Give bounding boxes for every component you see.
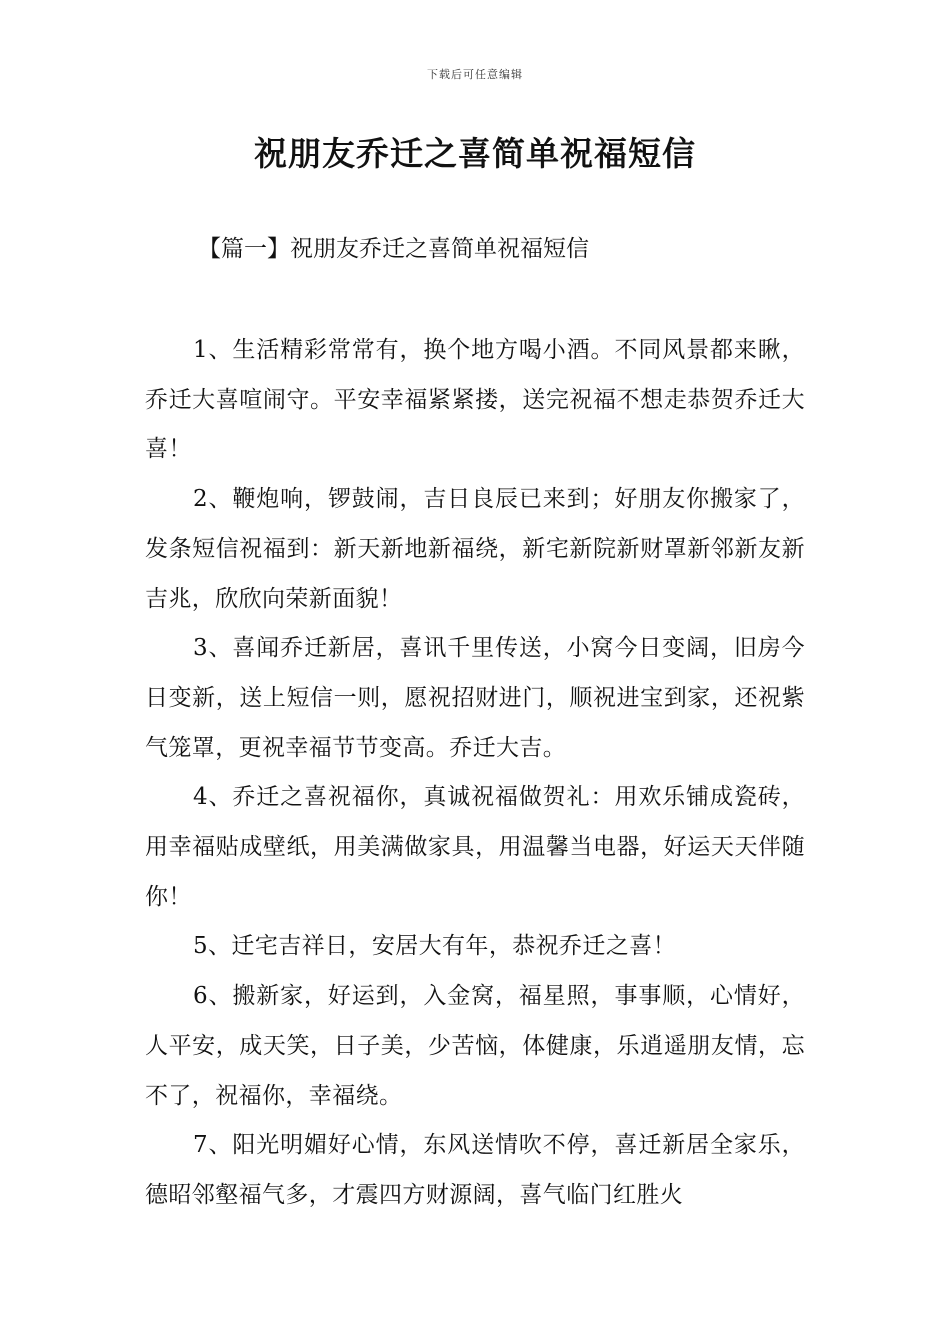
paragraph-2: 2、鞭炮响，锣鼓闹，吉日良辰已来到；好朋友你搬家了，发条短信祝福到：新天新地新福绕，新宅新院新财罩新邻新友新吉兆，欣欣向荣新面貌！ bbox=[145, 486, 805, 612]
header-note: 下载后可任意编辑 bbox=[427, 68, 523, 81]
paragraph-4: 4、乔迁之喜祝福你，真诚祝福做贺礼：用欢乐铺成瓷砖，用幸福贴成壁纸，用美满做家具，用温馨当电器，好运天天伴随你！ bbox=[145, 784, 805, 910]
body-text bbox=[145, 326, 805, 1221]
paragraph-7: 7、阳光明媚好心情，东风送情吹不停，喜迁新居全家乐，德昭邻壑福气多，才震四方财源阔，喜气临门红胜火 bbox=[145, 1132, 805, 1208]
paragraph-3: 3、喜闻乔迁新居，喜讯千里传送，小窝今日变阔，旧房今日变新，送上短信一则，愿祝招财进门，顺祝进宝到家，还祝紫气笼罩，更祝幸福节节变高。乔迁大吉。 bbox=[145, 635, 805, 761]
paragraph-5: 5、迁宅吉祥日，安居大有年，恭祝乔迁之喜！ bbox=[193, 933, 677, 960]
paragraph-6: 6、搬新家，好运到，入金窝，福星照，事事顺，心情好，人平安，成天笑，日子美，少苦恼，体健康，乐逍遥朋友情，忘不了，祝福你，幸福绕。 bbox=[145, 983, 805, 1109]
section-heading: 【篇一】祝朋友乔迁之喜简单祝福短信 bbox=[198, 236, 589, 262]
paragraph-1: 1、生活精彩常常有，换个地方喝小酒。不同风景都来瞅，乔迁大喜喧闹守。平安幸福紧紧搂，送完祝福不想走恭贺乔迁大喜！ bbox=[145, 337, 805, 463]
page-title: 祝朋友乔迁之喜简单祝福短信 bbox=[254, 134, 696, 173]
